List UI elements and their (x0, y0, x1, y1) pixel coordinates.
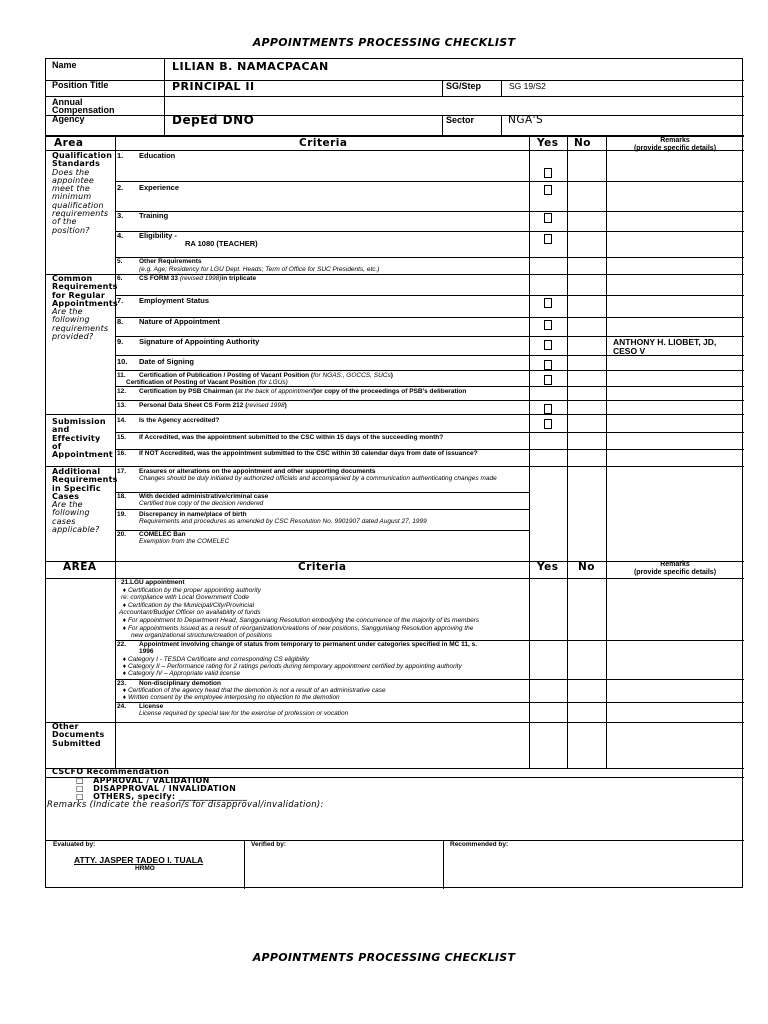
remarks-header (606, 137, 744, 153)
criteria-item-24-num: 24. (117, 703, 127, 710)
remarks-header-2-label: Remarks (660, 561, 690, 568)
criteria-item-20-text: COMELEC Ban (139, 531, 186, 538)
criteria-item-17-text: Erasures or alterations on the appointment and other supporting documents (139, 468, 376, 475)
criteria-item-7-text: Employment Status (139, 296, 210, 305)
criteria-item-14-text: Is the Agency accredited? (139, 417, 220, 424)
criteria-item-2-text: Experience (139, 183, 180, 192)
position-value: PRINCIPAL II (172, 80, 255, 93)
sector-value: NGA'S (508, 114, 544, 126)
area-common-requirements (52, 274, 118, 342)
criteria-item-11: 11. (117, 372, 126, 379)
yes-header: Yes (537, 137, 559, 149)
criteria-item-13: 13. (117, 402, 127, 409)
criteria-item-18-detail: Certified true copy of the decision rendered (139, 500, 264, 507)
criteria-item-3: 3. (117, 211, 124, 220)
criteria-item-21-b4b: new organizational structure/creation of positions (131, 632, 272, 639)
cscfo-option-others-label: OTHERS, specify: ________________ (93, 792, 248, 801)
criteria-item-21-b2: ♦ Certification by the Municipal/City/Provincial (121, 602, 255, 609)
criteria-item-22-title: Appointment involving change of status from temporary to permanent under categories specified in MC 11, s. (139, 641, 478, 648)
criteria-item-19: 19. (117, 511, 127, 518)
yes-checkbox-3[interactable] (544, 213, 552, 223)
area-common-title: Common Requirements for Regular Appointments (52, 274, 118, 308)
area-additional-requirements (52, 467, 118, 535)
yes-checkbox-11[interactable] (544, 375, 552, 385)
sgstep-value: SG 19/S2 (509, 81, 546, 91)
remarks-header-2 (606, 561, 744, 577)
criteria-item-17-detail: Changes should be duly initiated by authorized officials and accompanied by a communication authenticating changes made (139, 475, 497, 482)
cscfo-option-approval[interactable]: □ APPROVAL / VALIDATION (76, 776, 210, 785)
area-qs-question: Does the appointee meet the minimum qualification requirements of the position? (52, 167, 109, 235)
criteria-item-22-num: 22. (117, 641, 127, 648)
criteria-item-20: 20. (117, 531, 127, 538)
yes-checkbox-7[interactable] (544, 298, 552, 308)
yes-checkbox-13[interactable] (544, 404, 552, 414)
other-documents-text: Other Documents Submitted (52, 722, 105, 748)
cscfo-title: CSCFO Recommendation (52, 767, 170, 776)
criteria-header-2: Criteria (298, 561, 347, 573)
area-add-title: Additional Requirements in Specific Cases (52, 467, 118, 501)
criteria-item-21-title: 21.LGU appointment (121, 579, 185, 586)
criteria-item-11-text: Certification of Publication / Posting of Vacant Position (for NGAS., GOCCS, SUCs) (139, 372, 393, 379)
criteria-item-22-title2: 1996 (139, 648, 154, 655)
evaluator-title: HRMO (135, 865, 155, 872)
criteria-item-9-text: Signature of Appointing Authority (139, 337, 260, 346)
criteria-item-2: 2. (117, 183, 124, 192)
criteria-item-21-b3: ♦ For appointment to Department Head, Sangguniang Resolution embodying the concurrence of the majority of its members (121, 617, 480, 624)
area-add-question: Are the following cases applicable? (52, 500, 100, 535)
criteria-item-24-title: License (139, 703, 164, 710)
criteria-item-1-text: Education (139, 151, 176, 160)
cscfo-option-disapproval[interactable]: □ DISAPPROVAL / INVALIDATION (76, 784, 237, 793)
criteria-item-5-text: Other Requirements (139, 258, 202, 265)
position-label: Position Title (52, 80, 109, 90)
criteria-item-19-detail: Requirements and procedures as amended by CSC Resolution No. 9901907 dated August 27, 1999 (139, 518, 427, 525)
yes-checkbox-1[interactable] (544, 168, 552, 178)
sgstep-label: SG/Step (446, 81, 482, 91)
criteria-item-8: 8. (117, 317, 124, 326)
criteria-item-16: 16. (117, 450, 127, 457)
area-qualification-standards (52, 151, 113, 235)
criteria-item-9-remark: ANTHONY H. LIOBET, JD, CESO V (613, 337, 717, 356)
criteria-item-18-text: With decided administrative/criminal case (139, 493, 269, 500)
criteria-item-10: 10. (117, 357, 128, 366)
criteria-item-21-b2b: Accountant/Budget Officer on availability of funds (119, 609, 261, 616)
criteria-item-21-b1: ♦ Certification by the proper appointing authority (121, 587, 261, 594)
compensation-label: Annual Compensation (52, 97, 115, 115)
criteria-item-23-b1: ♦ Certification of the agency head that the demotion is not a result of an administrative case (121, 687, 386, 694)
other-documents-label (52, 723, 110, 748)
verified-by-label: Verified by: (251, 841, 287, 848)
criteria-header: Criteria (299, 137, 348, 149)
criteria-item-3-text: Training (139, 211, 169, 220)
area-submission (52, 417, 113, 460)
yes-header-2: Yes (537, 561, 559, 573)
criteria-item-12: 12. (117, 388, 127, 395)
criteria-item-21-b4: ♦ For appointments issued as a result of reorganization/creations of new positions, Sangguniang Resolution approving the (121, 625, 474, 632)
criteria-item-17: 17. (117, 468, 127, 475)
criteria-item-8-text: Nature of Appointment (139, 317, 220, 326)
yes-checkbox-9[interactable] (544, 340, 552, 350)
criteria-item-24-detail: License required by special law for the exercise of profession or vocation (139, 710, 349, 717)
criteria-item-22-b3: ♦ Category IV – Appropriate valid license (121, 670, 241, 677)
criteria-item-22-b2: ♦ Category II – Performance rating for 2 ratings periods during temporary appointment certified by appointing authority (121, 663, 462, 670)
criteria-item-4-text: Eligibility - (139, 231, 177, 240)
agency-value: DepEd DNO (172, 113, 255, 127)
remarks-header-2-sub: (provide specific details) (633, 569, 717, 576)
recommended-by-label: Recommended by: (450, 841, 509, 848)
checklist-form (45, 58, 743, 888)
criteria-item-1: 1. (117, 151, 124, 160)
criteria-item-21-b1b: re: compliance with Local Government Code (121, 594, 249, 601)
criteria-item-23-title: Non-disciplinary demotion (139, 680, 221, 687)
page-title: APPOINTMENTS PROCESSING CHECKLIST (252, 36, 516, 49)
criteria-item-5: 5. (117, 258, 123, 265)
agency-label: Agency (52, 114, 85, 124)
cscfo-option-approval-label: APPROVAL / VALIDATION (93, 776, 210, 785)
area-common-question: Are the following requirements provided? (52, 307, 109, 342)
criteria-item-4-detail: RA 1080 (TEACHER) (185, 239, 258, 248)
yes-checkbox-14[interactable] (544, 419, 552, 429)
area-header: Area (54, 137, 84, 149)
name-label: Name (52, 60, 77, 70)
name-value: LILIAN B. NAMACPACAN (172, 60, 329, 73)
sector-label: Sector (446, 115, 475, 125)
yes-checkbox-10[interactable] (544, 360, 552, 370)
remarks-header-label: Remarks (660, 137, 690, 144)
yes-checkbox-8[interactable] (544, 320, 552, 330)
yes-checkbox-2[interactable] (544, 185, 552, 195)
criteria-item-11-line2: Certification of Posting of Vacant Position (for LGUs) (126, 379, 288, 386)
area-header-2: AREA (63, 561, 97, 573)
area-qs-title: Qualification Standards (52, 151, 113, 169)
yes-checkbox-4[interactable] (544, 234, 552, 244)
criteria-item-15: 15. (117, 434, 127, 441)
cscfo-remarks: Remarks (Indicate the reason/s for disapproval/invalidation): (47, 800, 324, 810)
evaluator-name: ATTY. JASPER TADEO I. TUALA (74, 855, 204, 865)
criteria-item-6: 6. (117, 275, 123, 282)
cscfo-option-others[interactable]: □ OTHERS, specify: ________________ (76, 792, 248, 801)
criteria-item-18: 18. (117, 493, 127, 500)
criteria-item-23-num: 23. (117, 680, 127, 687)
criteria-item-5-detail: (e.g. Age; Residency for LGU Dept. Heads; Term of Office for SUC Presidents, etc.) (139, 266, 380, 273)
criteria-item-20-detail: Exemption from the COMELEC (139, 538, 230, 545)
criteria-item-19-text: Discrepancy in name/place of birth (139, 511, 247, 518)
area-sub-title: Submission and Effectivity of Appointment (52, 417, 113, 460)
no-header-2: No (578, 561, 596, 573)
criteria-item-6-text: CS FORM 33 (revised 1998)in triplicate (139, 275, 257, 282)
criteria-item-15-text: If Accredited, was the appointment submitted to the CSC within 15 days of the succeeding month? (139, 434, 444, 441)
criteria-item-23-b2: ♦ Written consent by the employee interposing no objection to the demotion (121, 694, 340, 701)
evaluated-by-label: Evaluated by: (53, 841, 96, 848)
page-title-bottom: APPOINTMENTS PROCESSING CHECKLIST (252, 951, 516, 964)
criteria-item-10-text: Date of Signing (139, 357, 194, 366)
criteria-item-14: 14. (117, 417, 127, 424)
remarks-header-sub: (provide specific details) (633, 145, 717, 152)
no-header: No (574, 137, 592, 149)
criteria-item-22-b1: ♦ Category I - TESDA Certificate and corresponding CS eligibility (121, 656, 310, 663)
criteria-item-9: 9. (117, 337, 124, 346)
criteria-item-13-text: Personal Data Sheet CS Form 212 (revised 1998) (139, 402, 287, 409)
cscfo-option-disapproval-label: DISAPPROVAL / INVALIDATION (93, 784, 237, 793)
criteria-item-16-text: If NOT Accredited, was the appointment submitted to the CSC within 30 calendar days from date of issuance? (139, 450, 478, 457)
criteria-item-7: 7. (117, 296, 124, 305)
criteria-item-4: 4. (117, 231, 124, 240)
criteria-item-12-text: Certification by PSB Chairman (at the back of appointment)or copy of the proceedings of PSB's deliberation (139, 388, 467, 395)
